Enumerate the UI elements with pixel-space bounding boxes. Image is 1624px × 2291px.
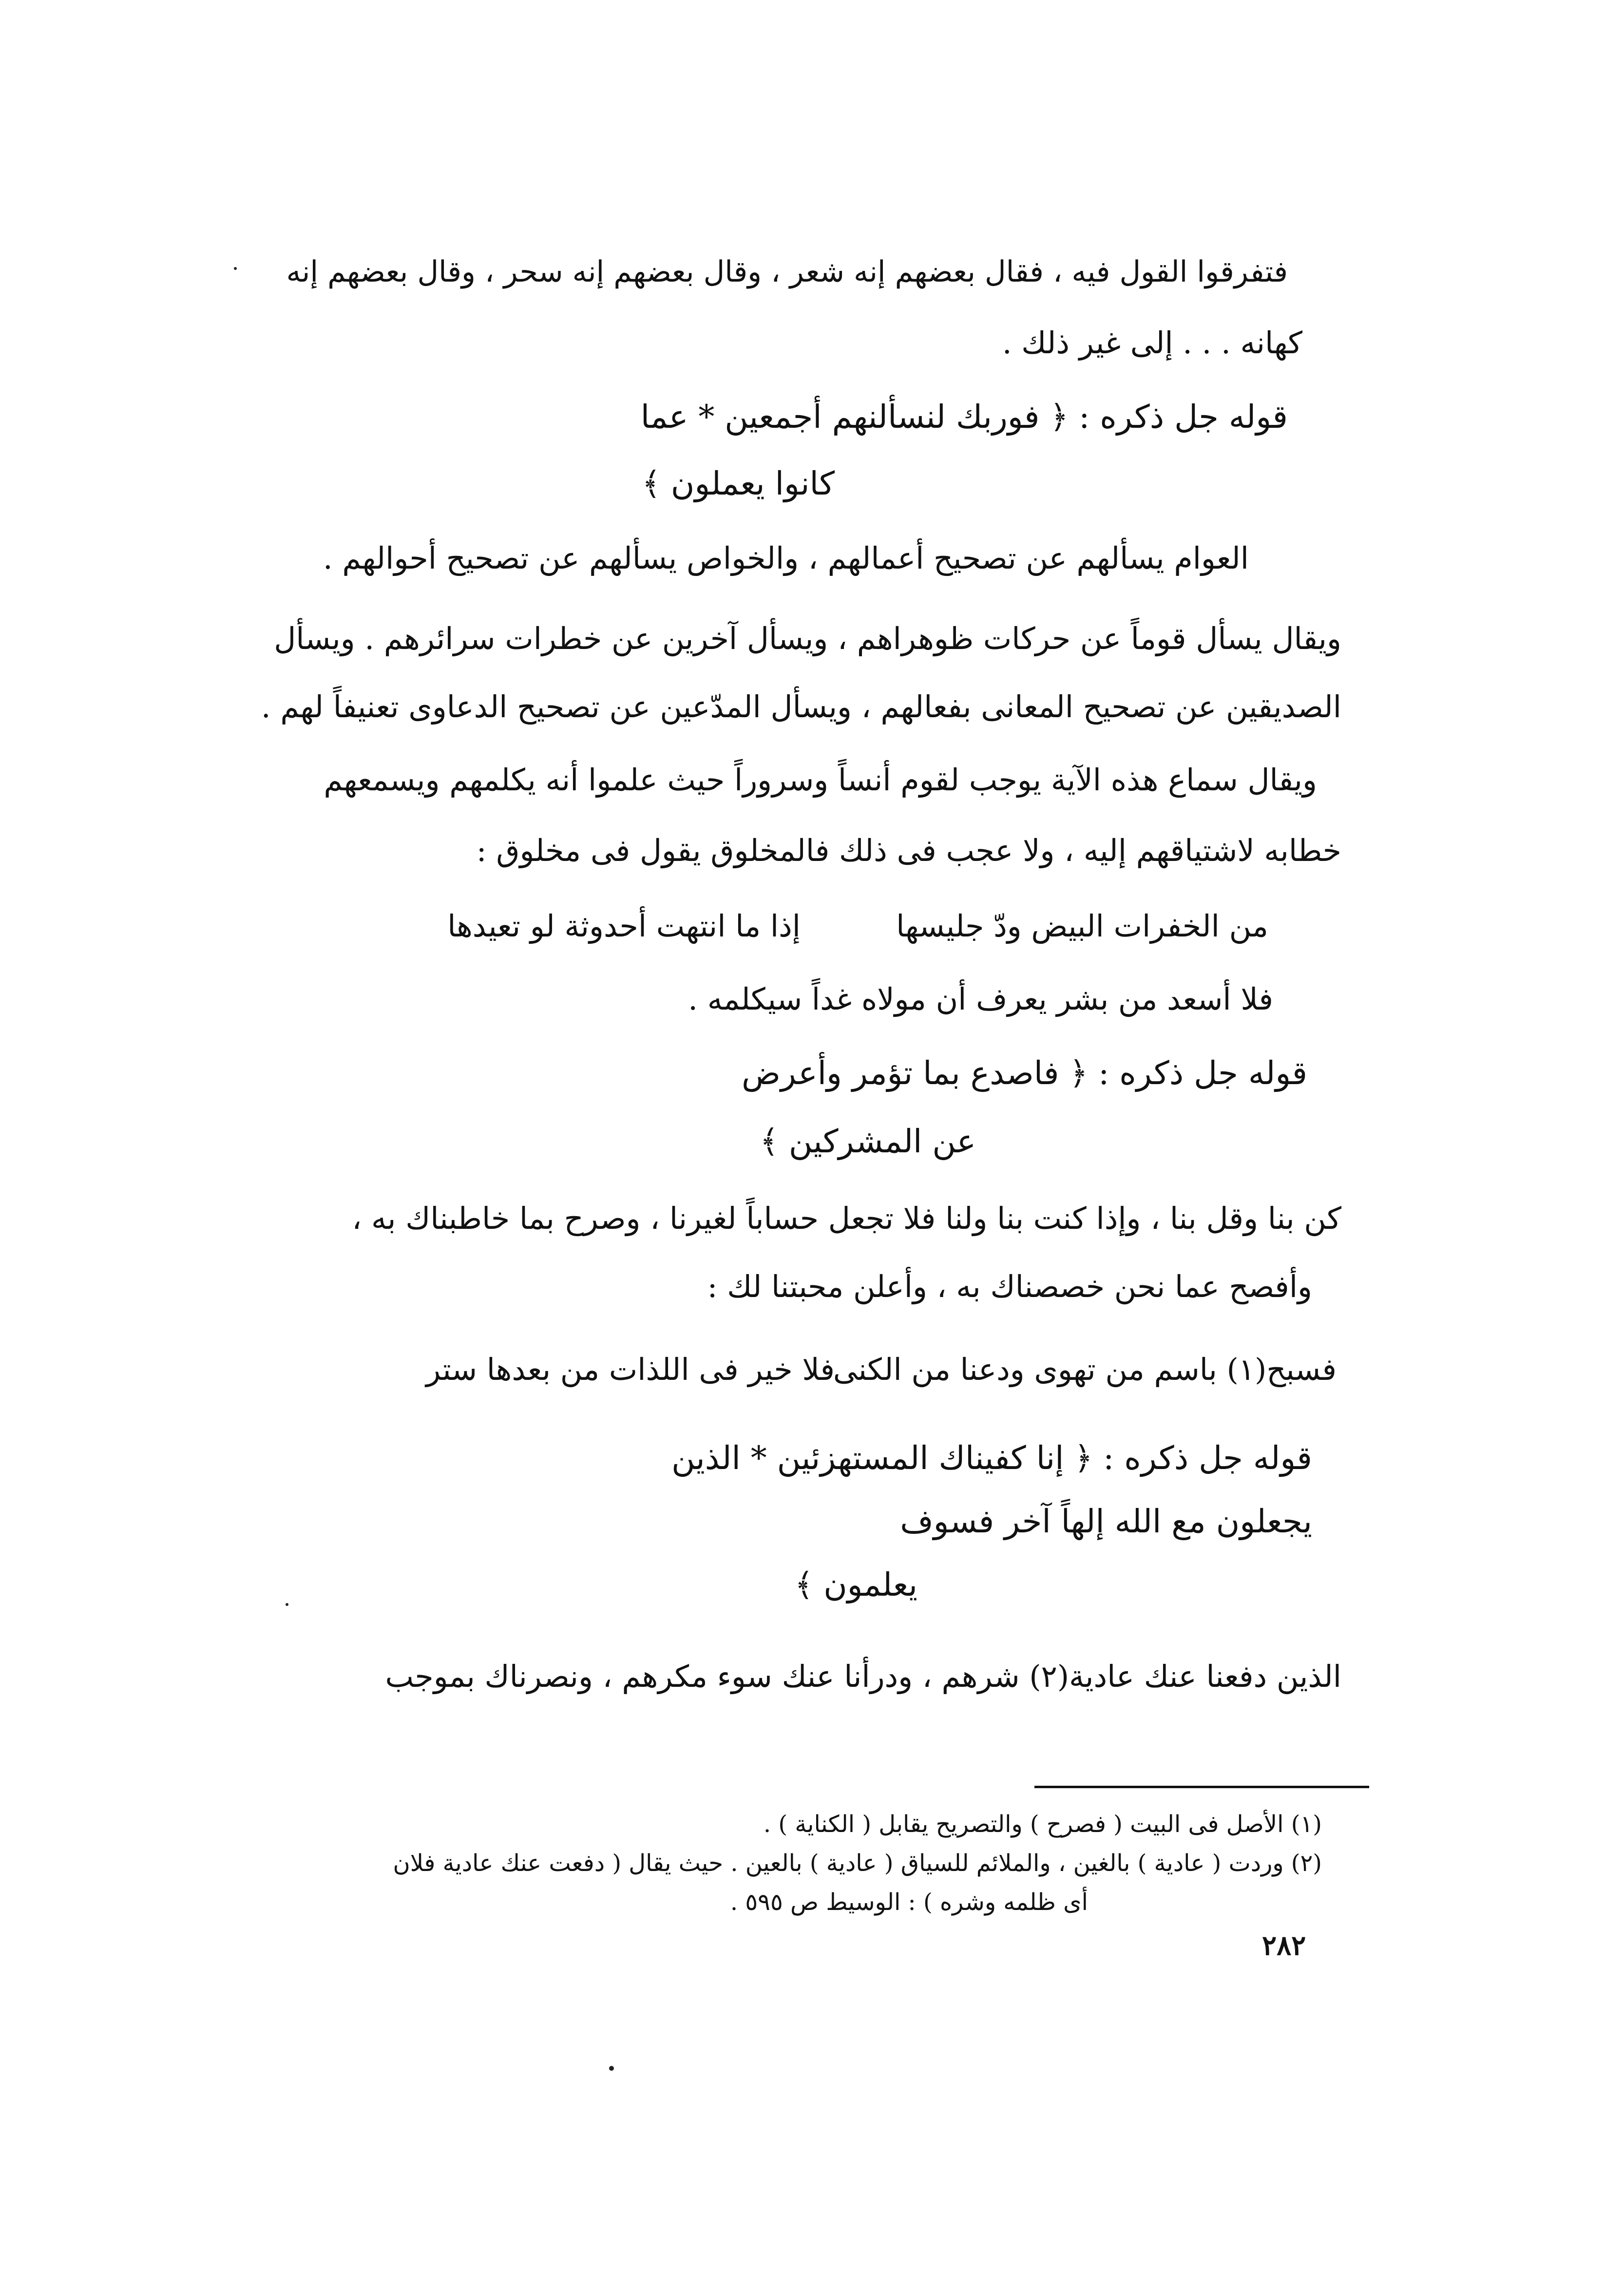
scan-speck — [609, 2066, 614, 2071]
quran-verse-heading: كانوا يعملون ﴾ — [642, 465, 835, 502]
quran-verse-heading: قوله جل ذكره : ﴿ فوربك لنسألنهم أجمعين * عما — [640, 398, 1288, 436]
body-line: وأفصح عما نحن خصصناك به ، وأعلن محبتنا لك : — [707, 1269, 1312, 1304]
quran-verse-heading: قوله جل ذكره : ﴿ إنا كفيناك المستهزئين * الذين — [671, 1439, 1312, 1477]
page-number: ٢٨٢ — [1262, 1929, 1306, 1962]
verse-hemistich: فلا خير فى اللذات من بعدها ستر — [426, 1352, 835, 1387]
body-line: خطابه لاشتياقهم إليه ، ولا عجب فى ذلك فالمخلوق يقول فى مخلوق : — [476, 833, 1341, 868]
scan-speck — [234, 267, 237, 270]
footnote: (١) الأصل فى البيت ( فصرح ) والتصريح يقابل ( الكناية ) . — [763, 1811, 1322, 1838]
body-line: العوام يسألهم عن تصحيح أعمالهم ، والخواص يسألهم عن تصحيح أحوالهم . — [323, 540, 1249, 576]
footnote: (٢) وردت ( عادية ) بالغين ، والملائم للسياق ( عادية ) بالعين . حيث يقال ( دفعت عنك عادية فلان — [393, 1850, 1322, 1877]
body-line: الصديقين عن تصحيح المعانى بفعالهم ، ويسأل المدّعين عن تصحيح الدعاوى تعنيفاً لهم . — [261, 689, 1341, 725]
quran-verse-heading: يعلمون ﴾ — [794, 1566, 917, 1604]
quran-verse-heading: يجعلون مع الله إلهاً آخر فسوف — [900, 1503, 1312, 1540]
body-line: ويقال سماع هذه الآية يوجب لقوم أنساً وسروراً حيث علموا أنه يكلمهم ويسمعهم — [324, 762, 1317, 798]
body-line: فتفرقوا القول فيه ، فقال بعضهم إنه شعر ، وقال بعضهم إنه سحر ، وقال بعضهم إنه — [286, 255, 1288, 289]
verse-hemistich: إذا ما انتهت أحدوثة لو تعيدها — [447, 908, 801, 944]
scan-speck — [286, 1603, 288, 1606]
body-line: ويقال يسأل قوماً عن حركات ظوهراهم ، ويسأل آخرين عن خطرات سرائرهم . ويسأل — [274, 621, 1341, 656]
quran-verse-heading: عن المشركين ﴾ — [760, 1123, 976, 1160]
verse-hemistich: فسبح(١) باسم من تهوى ودعنا من الكنى — [833, 1352, 1337, 1387]
verse-line: فلا أسعد من بشر يعرف أن مولاه غداً سيكلمه . — [688, 981, 1273, 1017]
body-line: الذين دفعنا عنك عادية(٢) شرهم ، ودرأنا عنك سوء مكرهم ، ونصرناك بموجب — [385, 1659, 1341, 1694]
footnote-separator — [1034, 1786, 1369, 1788]
body-line: كن بنا وقل بنا ، وإذا كنت بنا ولنا فلا تجعل حساباً لغيرنا ، وصرح بما خاطبناك به ، — [352, 1201, 1341, 1236]
verse-hemistich: من الخفرات البيض ودّ جليسها — [896, 908, 1268, 944]
body-line: كهانه . . . إلى غير ذلك . — [1002, 325, 1302, 361]
footnote: أى ظلمه وشره ) : الوسيط ص ٥٩٥ . — [730, 1889, 1088, 1916]
quran-verse-heading: قوله جل ذكره : ﴿ فاصدع بما تؤمر وأعرض — [742, 1054, 1307, 1092]
